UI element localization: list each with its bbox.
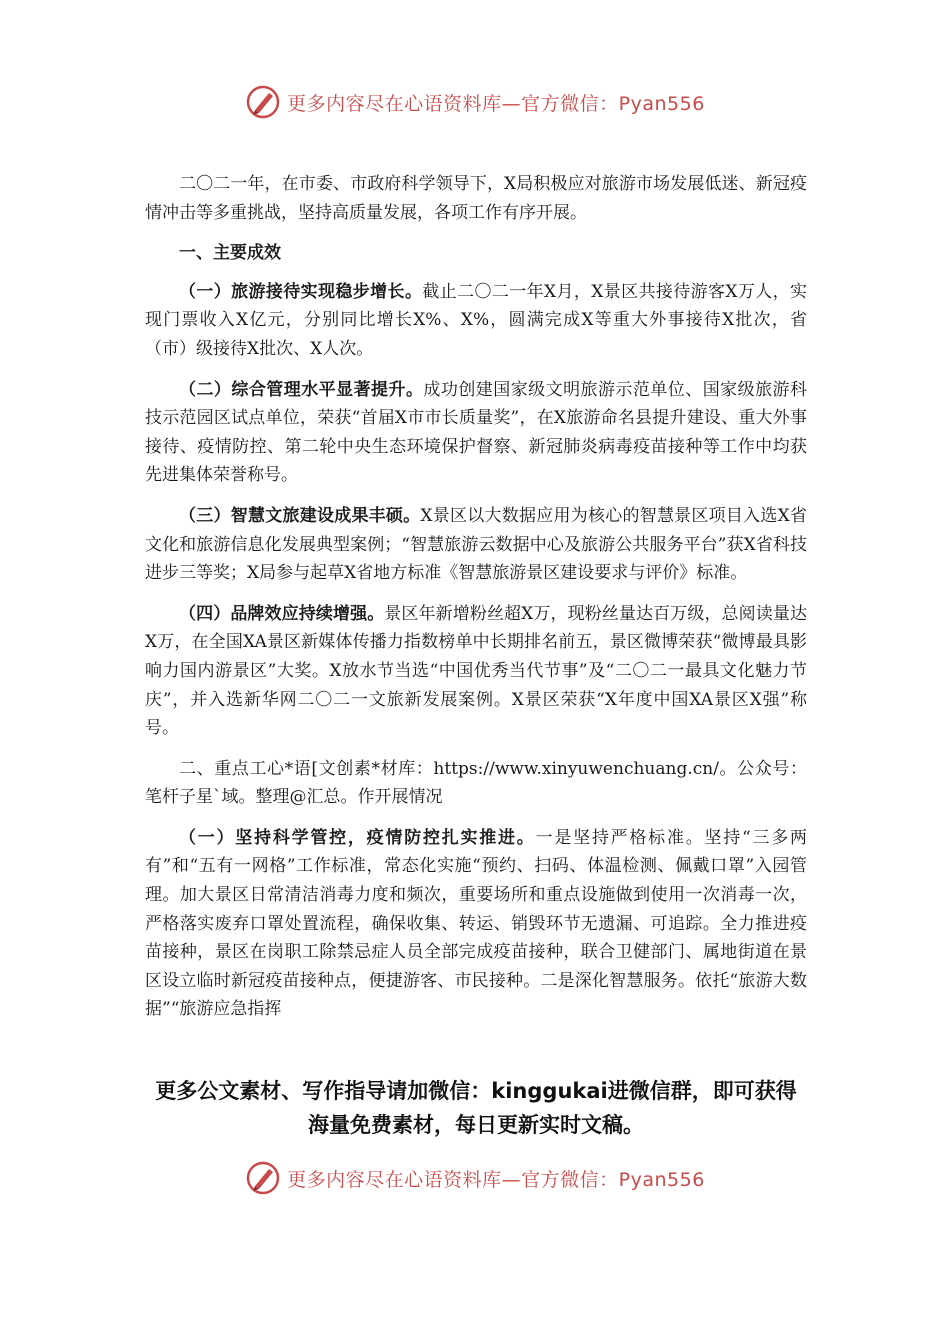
watermark-banner-bottom xyxy=(0,1158,950,1198)
paragraph-2-body: 成功创建国家级文明旅游示范单位、国家级旅游科技示范园区试点单位，荣获“首届X市市长质量奖”，在X旅游命名县提升建设、重大外事接待、疫情防控、第二轮中央生态环境保护督察、新冠肺炎病毒疫苗接种等工作中均获先进集体荣誉称号。 xyxy=(145,379,808,486)
paragraph-1-body: 截止二〇二一年X月，X景区共接待游客X万人，实现门票收入X亿元，分别同比增长X%、X%，圆满完成X等重大外事接待X批次，省（市）级接待X批次、X人次。 xyxy=(145,281,807,359)
intro-paragraph: 二〇二一年，在市委、市政府科学领导下，X局积极应对旅游市场发展低迷、新冠疫情冲击等多重挑战，坚持高质量发展，各项工作有序开展。 xyxy=(145,174,807,223)
document-body xyxy=(145,170,807,1036)
section-heading-2: 二、重点工心*语[文创素*材库：https://www.xinyuwenchuang.cn/。公众号：笔杆子星`域。整理@汇总。作开展情况 xyxy=(145,758,807,808)
pen-logo-icon xyxy=(245,84,281,120)
paragraph-5 xyxy=(145,824,807,1024)
section-heading-1: 一、主要成效 xyxy=(179,243,281,264)
watermark-text: 更多内容尽在心语资料库—官方微信：Pyan556 xyxy=(287,1168,705,1191)
watermark-text: 更多内容尽在心语资料库—官方微信：Pyan556 xyxy=(287,92,705,115)
paragraph-4 xyxy=(145,600,807,743)
watermark-banner-top xyxy=(0,82,950,122)
paragraph-3-lead: （三）智慧文旅建设成果丰硕。 xyxy=(179,505,421,526)
promo-footer-note: 更多公文素材、写作指导请加微信：kinggukai进微信群，即可获得海量免费素材，每日更新实时文稿。 xyxy=(155,1079,797,1137)
paragraph-1 xyxy=(145,278,807,364)
paragraph-4-body: 景区年新增粉丝超X万，现粉丝量达百万级，总阅读量达X万，在全国XA景区新媒体传播力指数榜单中长期排名前五，景区微博荣获“微博最具影响力国内游景区”大奖。X放水节当选“中国优秀当代节事”及“二〇二一最具文化魅力节庆”，并入选新华网二〇二一文旅新发展案例。X景区荣获“X年度中国XA景区X强”称号。 xyxy=(145,603,807,739)
pen-logo-icon xyxy=(245,1160,281,1196)
paragraph-3-body: X景区以大数据应用为核心的智慧景区项目入选X省文化和旅游信息化发展典型案例；“智慧旅游云数据中心及旅游公共服务平台”获X省科技进步三等奖；X局参与起草X省地方标准《智慧旅游景区建设要求与评价》标准。 xyxy=(145,505,807,584)
paragraph-3 xyxy=(145,502,807,588)
paragraph-2-lead: （二）综合管理水平显著提升。 xyxy=(179,379,424,400)
paragraph-2 xyxy=(145,376,807,490)
paragraph-1-lead: （一）旅游接待实现稳步增长。 xyxy=(179,281,423,302)
paragraph-4-lead: （四）品牌效应持续增强。 xyxy=(179,603,385,624)
paragraph-5-lead: （一）坚持科学管控，疫情防控扎实推进。 xyxy=(179,827,536,848)
paragraph-5-body: 一是坚持严格标准。坚持“三多两有”和“五有一网格”工作标准，常态化实施“预约、扫码、体温检测、佩戴口罩”入园管理。加大景区日常清洁消毒力度和频次，重要场所和重点设施做到使用一次消毒一次，严格落实废弃口罩处置流程，确保收集、转运、销毁环节无遗漏、可追踪。全力推进疫苗接种，景区在岗职工除禁忌症人员全部完成疫苗接种，联合卫健部门、属地街道在景区设立临时新冠疫苗接种点，便捷游客、市民接种。二是深化智慧服务。依托“旅游大数据”“旅游应急指挥 xyxy=(145,827,808,1020)
